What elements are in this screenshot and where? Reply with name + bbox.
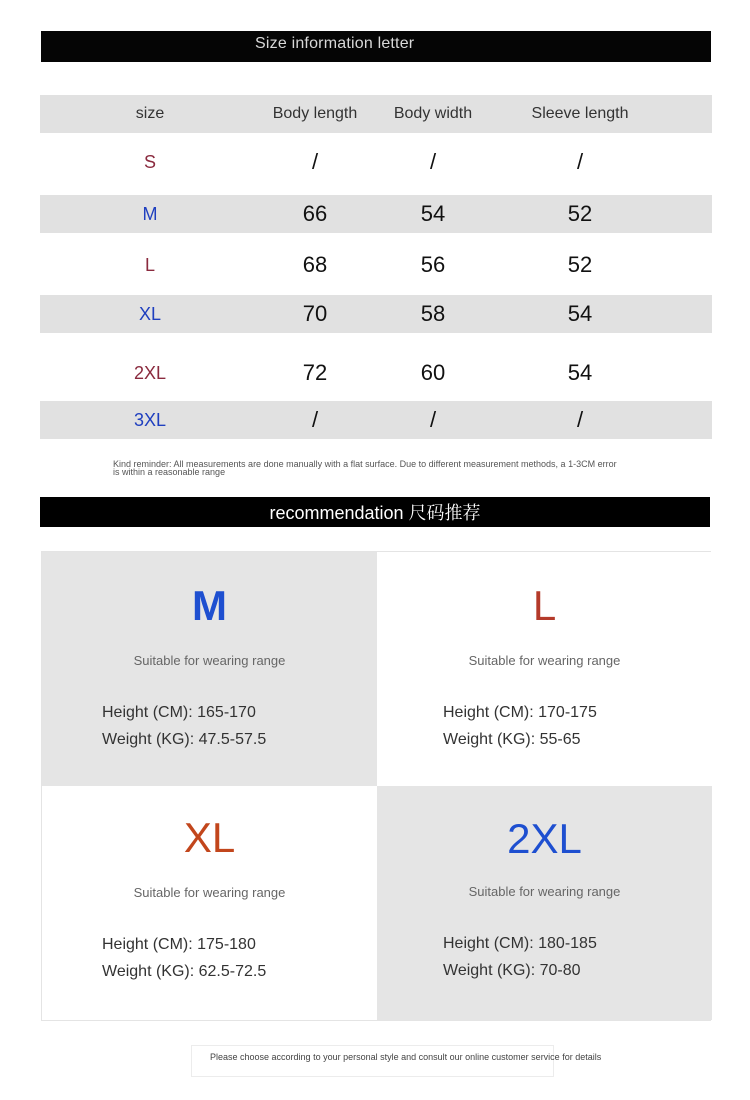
size-cell: S <box>143 151 156 172</box>
measurement-note <box>113 460 743 476</box>
table-row <box>40 246 712 284</box>
body-length-cell: / <box>311 407 319 432</box>
card-weight-range: Weight (KG): 62.5-72.5 <box>102 963 267 980</box>
header-body-width: Body width <box>393 105 473 122</box>
card-suitable-text: Suitable for wearing range <box>133 653 286 668</box>
card-suitable-text: Suitable for wearing range <box>468 653 621 668</box>
recommendation-card-2xl <box>377 786 712 1020</box>
body-length-cell: 72 <box>302 360 328 385</box>
table-row <box>40 143 712 181</box>
card-size-label: XL <box>183 814 236 861</box>
card-size-label: L <box>532 582 557 629</box>
size-cell: XL <box>138 303 162 324</box>
card-height-range: Height (CM): 170-175 <box>443 704 597 721</box>
header-sleeve-length: Sleeve length <box>531 105 629 122</box>
card-height-range: Height (CM): 180-185 <box>443 935 597 952</box>
sleeve-length-cell: 54 <box>567 360 593 385</box>
footer-note-box <box>191 1045 602 1077</box>
size-cell: 2XL <box>133 362 167 383</box>
recommendation-title-bar <box>40 497 710 527</box>
measurement-note-line-2: is within a reasonable range <box>113 467 226 477</box>
header-body-length: Body length <box>272 105 358 122</box>
body-length-cell: 66 <box>302 201 328 226</box>
body-width-cell: 56 <box>420 252 446 277</box>
table-row <box>40 354 712 392</box>
body-width-cell: 58 <box>420 301 446 326</box>
card-weight-range: Weight (KG): 47.5-57.5 <box>102 731 267 748</box>
body-length-cell: / <box>311 149 319 174</box>
body-width-cell: 60 <box>420 360 446 385</box>
card-height-range: Height (CM): 175-180 <box>102 936 256 953</box>
table-row <box>40 295 712 333</box>
sleeve-length-cell: 52 <box>567 201 593 226</box>
header-size: size <box>135 105 165 122</box>
card-height-range: Height (CM): 165-170 <box>102 704 256 721</box>
size-cell: M <box>142 203 158 224</box>
body-length-cell: 70 <box>302 301 328 326</box>
card-suitable-text: Suitable for wearing range <box>133 885 286 900</box>
sleeve-length-cell: / <box>576 149 584 174</box>
sleeve-length-cell: 54 <box>567 301 593 326</box>
card-suitable-text: Suitable for wearing range <box>468 884 621 899</box>
table-row <box>40 195 712 233</box>
recommendation-card-l <box>377 552 712 786</box>
sleeve-length-cell: / <box>576 407 584 432</box>
body-width-cell: 54 <box>420 201 446 226</box>
size-cell: 3XL <box>133 409 167 430</box>
size-info-title-bar <box>41 31 711 62</box>
card-weight-range: Weight (KG): 70-80 <box>443 962 581 979</box>
recommendation-card-m <box>42 552 377 786</box>
body-width-cell: / <box>429 149 437 174</box>
size-table-header-row <box>40 95 712 133</box>
body-length-cell: 68 <box>302 252 328 277</box>
table-row <box>40 401 712 439</box>
recommendation-grid <box>41 551 711 1021</box>
size-info-title: Size information letter <box>255 35 415 52</box>
recommendation-card-xl <box>42 786 377 1020</box>
sleeve-length-cell: 52 <box>567 252 593 277</box>
card-weight-range: Weight (KG): 55-65 <box>443 731 581 748</box>
size-cell: L <box>144 254 155 275</box>
body-width-cell: / <box>429 407 437 432</box>
recommendation-title: recommendation 尺码推荐 <box>269 503 481 523</box>
measurement-note-line-1: Kind reminder: All measurements are done manually with a flat surface. Due to different measurement methods, a 1-3CM error <box>113 459 617 469</box>
footer-note-text: Please choose according to your personal style and consult our online customer service for details <box>210 1052 602 1062</box>
card-size-label: M <box>192 582 227 629</box>
card-size-label: 2XL <box>507 815 582 862</box>
